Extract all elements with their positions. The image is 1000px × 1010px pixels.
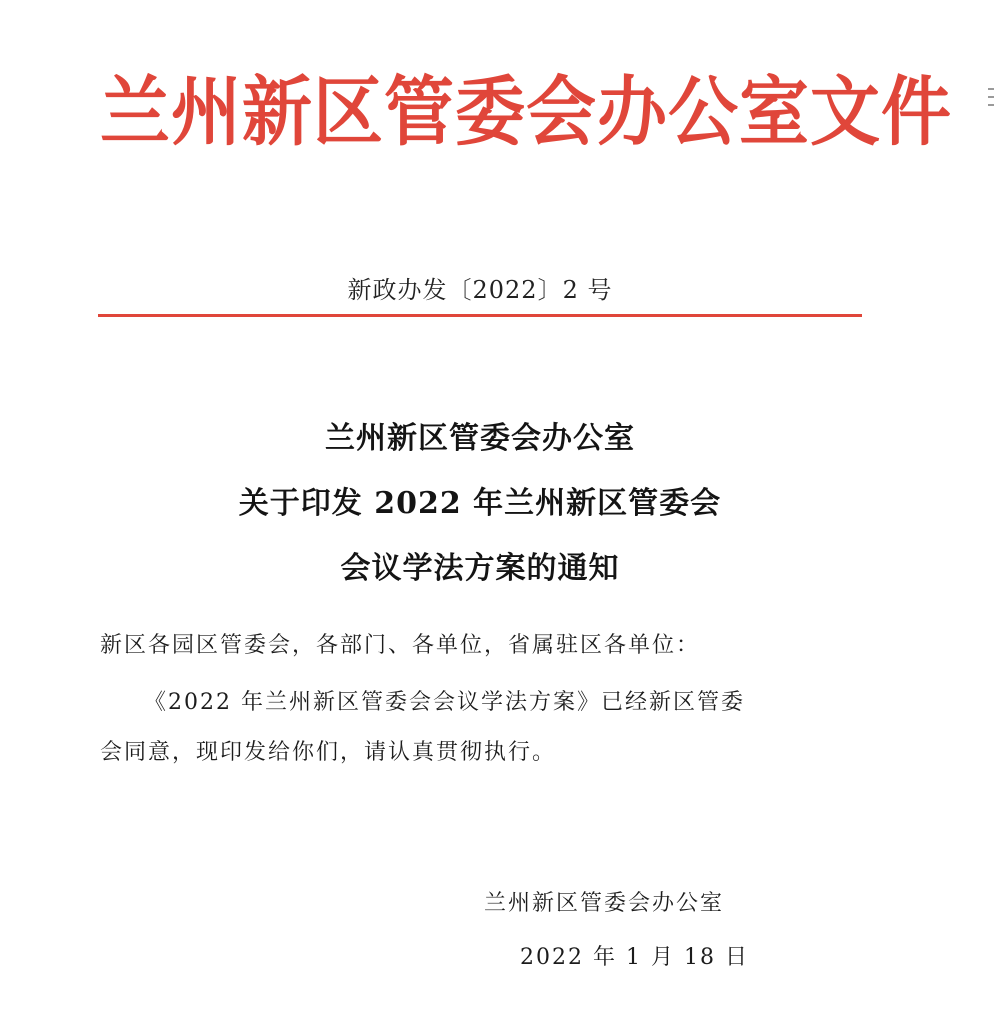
- document-number: 新政办发〔2022〕2 号: [347, 276, 613, 304]
- signature-organization: 兰州新区管委会办公室: [484, 891, 725, 916]
- title-line-2: 关于印发 2022 年兰州新区管委会: [238, 486, 722, 521]
- scan-edge-mark: [988, 88, 994, 90]
- red-separator-rule: [98, 314, 862, 317]
- body-line-1: 《2022 年兰州新区管委会会议学法方案》已经新区管委: [144, 690, 745, 715]
- scan-edge-mark: [988, 104, 994, 106]
- signature-date: 2022 年 1 月 18 日: [520, 945, 749, 970]
- scan-edge-mark: [988, 96, 994, 98]
- title-line-1: 兰州新区管委会办公室: [325, 421, 635, 456]
- body-line-2: 会同意，现印发给你们，请认真贯彻执行。: [100, 740, 557, 765]
- body-paragraph: [100, 678, 870, 778]
- title-line-3: 会议学法方案的通知: [340, 551, 620, 586]
- issuer-header: 兰州新区管委会办公室文件: [100, 67, 952, 157]
- salutation: 新区各园区管委会，各部门、各单位，省属驻区各单位：: [100, 633, 701, 658]
- document-title: [0, 406, 960, 601]
